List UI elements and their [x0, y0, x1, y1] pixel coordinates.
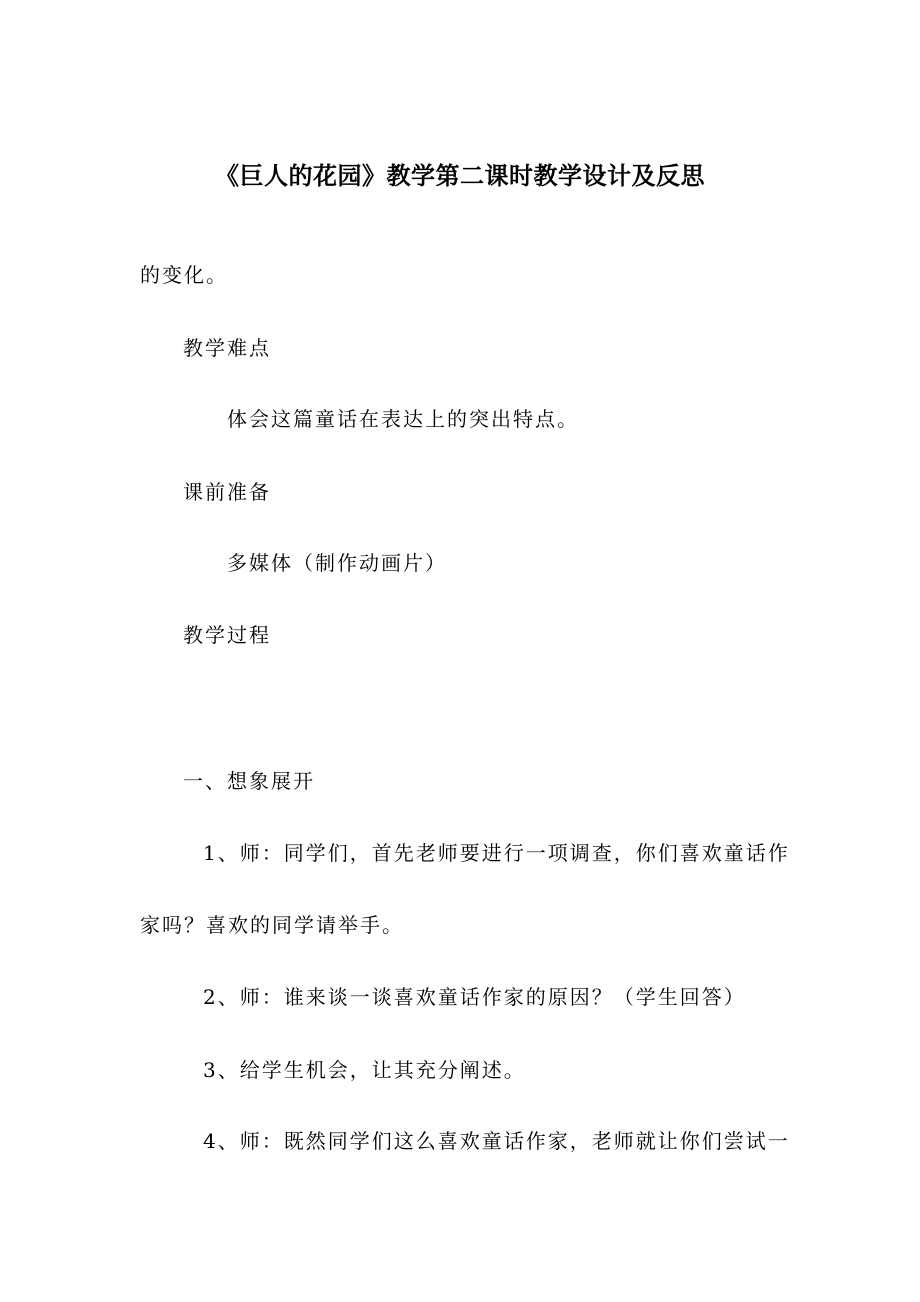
paragraph-line: 体会这篇童话在表达上的突出特点。	[227, 407, 579, 431]
paragraph-line: 家吗？喜欢的同学请举手。	[140, 913, 404, 937]
section-heading-imagination: 一、想象展开	[183, 769, 315, 793]
section-heading-teaching-process: 教学过程	[183, 623, 271, 647]
paragraph-line: 4、师：既然同学们这么喜欢童话作家，老师就让你们尝试一	[203, 1129, 790, 1153]
paragraph-line: 1、师：同学们，首先老师要进行一项调查，你们喜欢童话作	[203, 841, 790, 865]
paragraph-line: 2、师：谁来谈一谈喜欢童话作家的原因？（学生回答）	[203, 985, 746, 1009]
document-title: 《巨人的花园》教学第二课时教学设计及反思	[215, 162, 705, 190]
section-heading-preparation: 课前准备	[183, 480, 271, 504]
paragraph-line: 3、给学生机会，让其充分阐述。	[203, 1058, 526, 1082]
paragraph-line: 的变化。	[140, 263, 228, 287]
section-heading-teaching-difficulty: 教学难点	[183, 336, 271, 360]
paragraph-line: 多媒体（制作动画片）	[227, 551, 447, 575]
